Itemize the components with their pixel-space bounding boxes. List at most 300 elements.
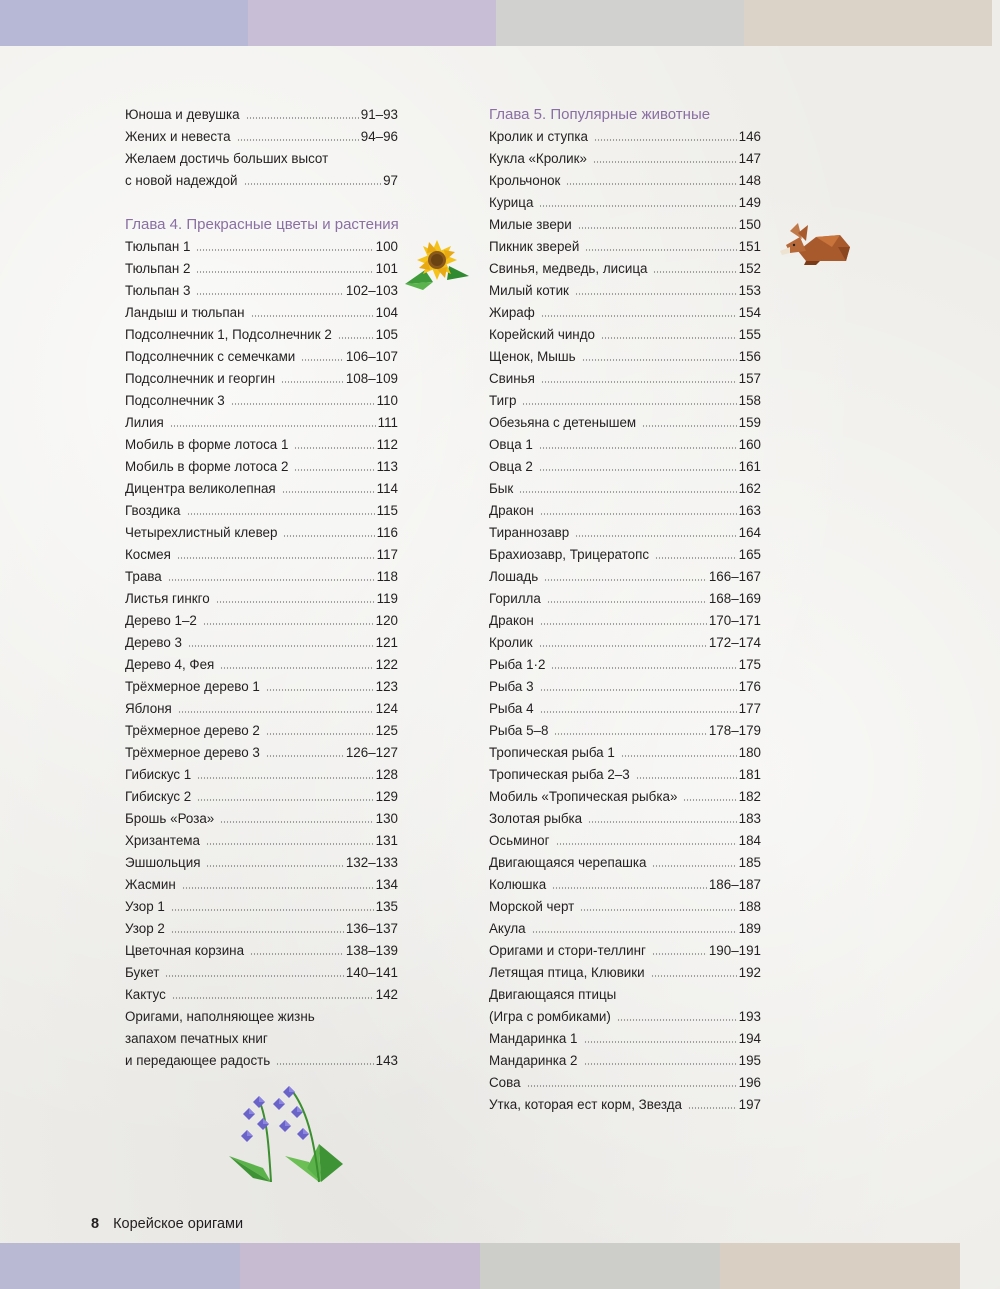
toc-entry-page: 126–127: [345, 745, 398, 760]
toc-entry: [489, 148, 761, 170]
dot-leader: [683, 799, 736, 801]
toc-entry-title: Желаем достичь больших высот: [125, 151, 329, 166]
toc-entry: [125, 984, 398, 1006]
toc-entry-title: Дерево 4, Фея: [125, 657, 215, 672]
toc-entry-page: 102–103: [345, 283, 398, 298]
toc-entry: [489, 324, 761, 346]
dot-leader: [203, 623, 374, 625]
toc-entry-title: Подсолнечник 3: [125, 393, 225, 408]
toc-entry: [489, 368, 761, 390]
toc-entry-title: (Игра с ромбиками): [489, 1009, 611, 1024]
toc-entry-title: Тропическая рыба 1: [489, 745, 615, 760]
toc-entry-title: Тропическая рыба 2–3: [489, 767, 630, 782]
toc-entry-page: 159: [738, 415, 761, 430]
toc-entry-title: Дерево 1–2: [125, 613, 197, 628]
toc-entry-page: 156: [738, 349, 761, 364]
toc-entry-title: Овца 1: [489, 437, 533, 452]
toc-entry: [125, 368, 398, 390]
dot-leader: [539, 645, 707, 647]
toc-entry-page: 122: [375, 657, 398, 672]
toc-entry: [125, 236, 398, 258]
rabbit-origami-image: [776, 221, 854, 267]
toc-entry-page: 180: [738, 745, 761, 760]
toc-entry-title: Акула: [489, 921, 526, 936]
toc-entry-page: 105: [375, 327, 398, 342]
toc-entry-page: 182: [738, 789, 761, 804]
toc-entry: [125, 698, 398, 720]
toc-entry-title: Трава: [125, 569, 162, 584]
dot-leader: [276, 1063, 373, 1065]
toc-entry-title: Трёхмерное дерево 3: [125, 745, 260, 760]
dot-leader: [196, 293, 343, 295]
dot-leader: [220, 667, 373, 669]
toc-entry-title: Тюльпан 1: [125, 239, 191, 254]
dot-leader: [652, 953, 707, 955]
toc-entry-title: Корейский чиндо: [489, 327, 595, 342]
toc-entry: [489, 654, 761, 676]
toc-entry-page: 118: [376, 569, 398, 584]
dot-leader: [539, 469, 737, 471]
toc-entry-page: 108–109: [345, 371, 398, 386]
dot-leader: [282, 491, 375, 493]
toc-right-column: [489, 104, 761, 1116]
dot-leader: [527, 1085, 737, 1087]
toc-entry: [125, 808, 398, 830]
toc-entry-page: 168–169: [708, 591, 761, 606]
dot-leader: [554, 733, 706, 735]
toc-entry-page: 143: [375, 1053, 398, 1068]
top-band-segment: [248, 0, 496, 46]
bellflower-origami-image: [223, 1078, 347, 1188]
toc-entry-page: 165: [738, 547, 761, 562]
dot-leader: [206, 843, 374, 845]
toc-entry: [125, 654, 398, 676]
toc-entry-page: 146: [738, 129, 761, 144]
toc-entry: [125, 412, 398, 434]
toc-entry-title: Пикник зверей: [489, 239, 580, 254]
toc-entry-page: 91–93: [360, 107, 398, 122]
page-number: 8: [91, 1216, 100, 1232]
toc-entry: [125, 478, 398, 500]
toc-entry-page: 131: [375, 833, 398, 848]
toc-entry-title: Ландыш и тюльпан: [125, 305, 245, 320]
toc-entry: [125, 434, 398, 456]
dot-leader: [585, 249, 736, 251]
toc-entry-title: и передающее радость: [125, 1053, 271, 1068]
toc-entry-title: Утка, которая ест корм, Звезда: [489, 1097, 682, 1112]
dot-leader: [197, 799, 373, 801]
toc-entry-line: [125, 148, 398, 170]
toc-entry-title: Жираф: [489, 305, 535, 320]
toc-entry-title: Лилия: [125, 415, 164, 430]
toc-entry-title: Жасмин: [125, 877, 176, 892]
bottom-band-segment: [0, 1243, 240, 1289]
toc-entry-title: Крольчонок: [489, 173, 561, 188]
toc-entry: [489, 830, 761, 852]
toc-entry: [489, 1028, 761, 1050]
dot-leader: [244, 183, 382, 185]
toc-entry-page: 158: [738, 393, 761, 408]
toc-entry: [125, 962, 398, 984]
dot-leader: [172, 997, 374, 999]
toc-entry-page: 132–133: [345, 855, 398, 870]
toc-entry-page: 152: [738, 261, 761, 276]
top-color-band: [0, 0, 1000, 46]
toc-entry-page: 130: [375, 811, 398, 826]
toc-entry-title: с новой надеждой: [125, 173, 238, 188]
toc-entry-page: 147: [738, 151, 761, 166]
toc-entry-page: 166–167: [708, 569, 761, 584]
toc-entry-page: 140–141: [345, 965, 398, 980]
dot-leader: [540, 689, 737, 691]
toc-entry-page: 153: [738, 283, 761, 298]
dot-leader: [294, 447, 374, 449]
toc-entry-title: Кукла «Кролик»: [489, 151, 587, 166]
dot-leader: [540, 513, 737, 515]
toc-entry-page: 117: [376, 547, 398, 562]
toc-entry: [489, 610, 761, 632]
toc-entry-title: Сова: [489, 1075, 521, 1090]
dot-leader: [617, 1019, 737, 1021]
toc-entry: [489, 566, 761, 588]
dot-leader: [182, 887, 374, 889]
toc-entry: [489, 412, 761, 434]
toc-entry-title: Морской черт: [489, 899, 575, 914]
dot-leader: [540, 711, 737, 713]
toc-entry-page: 181: [738, 767, 761, 782]
toc-entry-title: Оригами и стори-теллинг: [489, 943, 646, 958]
toc-entry-page: 195: [738, 1053, 761, 1068]
toc-entry-title: Летящая птица, Клювики: [489, 965, 645, 980]
toc-entry: [489, 676, 761, 698]
dot-leader: [540, 623, 707, 625]
toc-entry-title: Кролик: [489, 635, 533, 650]
toc-entry: [489, 852, 761, 874]
toc-entry: [489, 522, 761, 544]
toc-entry: [489, 1094, 761, 1116]
toc-entry-page: 120: [375, 613, 398, 628]
toc-entry-title: Брахиозавр, Трицератопс: [489, 547, 650, 562]
dot-leader: [582, 359, 737, 361]
toc-entry: [489, 236, 761, 258]
toc-entry: [125, 1050, 398, 1072]
toc-entry-page: 106–107: [345, 349, 398, 364]
dot-leader: [171, 931, 344, 933]
toc-entry-title: Гибискус 1: [125, 767, 192, 782]
toc-entry-title: Гвоздика: [125, 503, 181, 518]
toc-entry-title: Четырехлистный клевер: [125, 525, 278, 540]
toc-entry-title: Оригами, наполняющее жизнь: [125, 1009, 315, 1024]
toc-entry-page: 154: [738, 305, 761, 320]
toc-entry-page: 196: [738, 1075, 761, 1090]
dot-leader: [642, 425, 737, 427]
toc-entry: [489, 192, 761, 214]
toc-entry-title: Мобиль «Тропическая рыбка»: [489, 789, 678, 804]
dot-leader: [532, 931, 737, 933]
toc-entry: [489, 698, 761, 720]
dot-leader: [575, 535, 736, 537]
top-band-segment: [496, 0, 744, 46]
toc-entry: [489, 874, 761, 896]
toc-entry-page: 119: [376, 591, 398, 606]
toc-entry: [125, 324, 398, 346]
toc-entry-page: 183: [738, 811, 761, 826]
bottom-band-segment: [480, 1243, 720, 1289]
dot-leader: [220, 821, 373, 823]
toc-entry-page: 113: [376, 459, 398, 474]
toc-entry-title: Овца 2: [489, 459, 533, 474]
toc-entry-line: [489, 984, 761, 1006]
toc-entry-page: 101: [375, 261, 398, 276]
toc-spacer: [125, 192, 398, 214]
toc-entry: [489, 434, 761, 456]
dot-leader: [556, 843, 737, 845]
top-band-segment: [744, 0, 992, 46]
toc-entry-title: Подсолнечник с семечками: [125, 349, 296, 364]
toc-entry: [125, 720, 398, 742]
toc-entry-page: 190–191: [708, 943, 761, 958]
toc-entry-title: Трёхмерное дерево 2: [125, 723, 260, 738]
dot-leader: [266, 733, 374, 735]
toc-entry-title: Двигающаяся птицы: [489, 987, 617, 1002]
toc-entry-title: Рыба 5–8: [489, 723, 549, 738]
toc-entry-page: 135: [375, 899, 398, 914]
toc-entry: [125, 258, 398, 280]
dot-leader: [621, 755, 737, 757]
toc-entry-title: Дракон: [489, 613, 534, 628]
dot-leader: [522, 403, 736, 405]
toc-entry-title: Подсолнечник 1, Подсолнечник 2: [125, 327, 332, 342]
toc-entry: [489, 742, 761, 764]
toc-entry-page: 142: [375, 987, 398, 1002]
toc-entry-title: Трёхмерное дерево 1: [125, 679, 260, 694]
toc-entry: [489, 940, 761, 962]
dot-leader: [547, 601, 707, 603]
dot-leader: [246, 117, 359, 119]
dot-leader: [197, 777, 373, 779]
toc-entry-title: Букет: [125, 965, 160, 980]
toc-entry: [125, 632, 398, 654]
toc-entry: [489, 390, 761, 412]
toc-entry: [489, 214, 761, 236]
toc-entry-title: Яблоня: [125, 701, 172, 716]
toc-entry-page: 150: [738, 217, 761, 232]
toc-entry: [489, 258, 761, 280]
toc-entry: [489, 302, 761, 324]
chapter-heading: Глава 4. Прекрасные цветы и растения: [125, 216, 399, 233]
toc-entry: [489, 896, 761, 918]
toc-entry: [489, 1072, 761, 1094]
toc-entry-page: 149: [738, 195, 761, 210]
toc-entry: [489, 1006, 761, 1028]
dot-leader: [578, 227, 737, 229]
dot-leader: [655, 557, 737, 559]
toc-entry-page: 175: [738, 657, 761, 672]
dot-leader: [580, 909, 736, 911]
toc-entry-title: Тигр: [489, 393, 517, 408]
toc-entry-page: 197: [738, 1097, 761, 1112]
toc-entry-title: Обезьяна с детенышем: [489, 415, 637, 430]
bottom-band-segment: [720, 1243, 960, 1289]
toc-entry-title: Дицентра великолепная: [125, 481, 276, 496]
toc-entry-page: 124: [375, 701, 398, 716]
dot-leader: [281, 381, 344, 383]
toc-entry-page: 136–137: [345, 921, 398, 936]
toc-entry-title: Рыба 4: [489, 701, 534, 716]
dot-leader: [237, 139, 359, 141]
dot-leader: [216, 601, 375, 603]
dot-leader: [593, 161, 737, 163]
toc-entry-title: Цветочная корзина: [125, 943, 245, 958]
toc-entry-title: Гибискус 2: [125, 789, 192, 804]
toc-entry-title: Тюльпан 2: [125, 261, 191, 276]
toc-entry-title: Тираннозавр: [489, 525, 570, 540]
dot-leader: [251, 315, 374, 317]
dot-leader: [539, 205, 736, 207]
toc-entry-page: 115: [376, 503, 398, 518]
toc-entry-title: Свинья: [489, 371, 535, 386]
toc-entry-page: 184: [738, 833, 761, 848]
toc-entry-title: Горилла: [489, 591, 541, 606]
toc-entry: [125, 610, 398, 632]
toc-entry: [125, 170, 398, 192]
toc-entry-page: 151: [738, 239, 761, 254]
toc-entry-title: Мандаринка 1: [489, 1031, 578, 1046]
toc-entry-title: Золотая рыбка: [489, 811, 583, 826]
toc-entry-title: Бык: [489, 481, 514, 496]
toc-entry-title: Курица: [489, 195, 534, 210]
dot-leader: [566, 183, 736, 185]
dot-leader: [584, 1041, 737, 1043]
bottom-color-band: [0, 1243, 1000, 1289]
dot-leader: [231, 403, 375, 405]
dot-leader: [171, 909, 374, 911]
toc-entry: [489, 632, 761, 654]
toc-entry-page: 192: [738, 965, 761, 980]
toc-entry-page: 164: [738, 525, 761, 540]
toc-entry-page: 177: [738, 701, 761, 716]
dot-leader: [188, 645, 374, 647]
toc-entry-page: 178–179: [708, 723, 761, 738]
toc-entry-title: Космея: [125, 547, 171, 562]
toc-entry-title: Дракон: [489, 503, 534, 518]
toc-entry: [125, 566, 398, 588]
dot-leader: [266, 755, 344, 757]
dot-leader: [196, 249, 373, 251]
dot-leader: [187, 513, 375, 515]
toc-entry-page: 193: [738, 1009, 761, 1024]
toc-entry-title: Брошь «Роза»: [125, 811, 215, 826]
toc-entry: [125, 852, 398, 874]
toc-entry-page: 111: [377, 415, 398, 430]
toc-entry-title: Рыба 3: [489, 679, 534, 694]
toc-entry-page: 172–174: [708, 635, 761, 650]
toc-entry-title: Эшшольция: [125, 855, 201, 870]
toc-entry-title: Тюльпан 3: [125, 283, 191, 298]
dot-leader: [588, 821, 737, 823]
toc-entry: [125, 302, 398, 324]
toc-entry-page: 155: [738, 327, 761, 342]
toc-entry-title: Осьминог: [489, 833, 550, 848]
toc-entry-page: 116: [376, 525, 398, 540]
dot-leader: [165, 975, 344, 977]
toc-entry-title: Колюшка: [489, 877, 547, 892]
toc-entry-title: Двигающаяся черепашка: [489, 855, 647, 870]
dot-leader: [688, 1107, 737, 1109]
toc-entry: [489, 808, 761, 830]
toc-entry: [489, 918, 761, 940]
toc-entry-title: Кактус: [125, 987, 166, 1002]
toc-entry-page: 176: [738, 679, 761, 694]
dot-leader: [552, 887, 707, 889]
toc-entry-title: Лошадь: [489, 569, 539, 584]
toc-entry-title: Кролик и ступка: [489, 129, 588, 144]
toc-entry-title: Мобиль в форме лотоса 1: [125, 437, 289, 452]
dot-leader: [601, 337, 737, 339]
dot-leader: [206, 865, 343, 867]
toc-entry-page: 128: [375, 767, 398, 782]
toc-entry: [489, 280, 761, 302]
dot-leader: [544, 579, 707, 581]
toc-entry-title: Жених и невеста: [125, 129, 231, 144]
dot-leader: [266, 689, 374, 691]
toc-entry: [489, 126, 761, 148]
toc-entry-page: 94–96: [360, 129, 398, 144]
toc-entry-title: Дерево 3: [125, 635, 182, 650]
toc-entry-page: 112: [376, 437, 398, 452]
toc-entry: [125, 764, 398, 786]
dot-leader: [294, 469, 374, 471]
toc-entry: [125, 588, 398, 610]
toc-entry-title: Щенок, Мышь: [489, 349, 576, 364]
toc-entry: [489, 478, 761, 500]
toc-entry-title: запахом печатных книг: [125, 1031, 268, 1046]
dot-leader: [283, 535, 374, 537]
toc-left-column: [125, 104, 398, 1072]
toc-entry-title: Милый котик: [489, 283, 569, 298]
toc-entry-title: Рыба 1·2: [489, 657, 546, 672]
toc-entry-page: 125: [375, 723, 398, 738]
top-band-segment: [0, 0, 248, 46]
dot-leader: [584, 1063, 737, 1065]
toc-entry: [125, 830, 398, 852]
toc-entry-page: 157: [738, 371, 761, 386]
toc-entry-title: Хризантема: [125, 833, 200, 848]
dot-leader: [168, 579, 375, 581]
page-footer: [91, 1216, 243, 1232]
chapter-heading: Глава 5. Популярные животные: [489, 106, 711, 123]
toc-entry-page: 161: [738, 459, 761, 474]
dot-leader: [301, 359, 344, 361]
toc-entry-title: Юноша и девушка: [125, 107, 240, 122]
toc-entry: [125, 676, 398, 698]
toc-entry-page: 129: [375, 789, 398, 804]
toc-entry-page: 148: [738, 173, 761, 188]
dot-leader: [653, 271, 736, 273]
toc-entry-page: 185: [738, 855, 761, 870]
dot-leader: [170, 425, 376, 427]
toc-entry-page: 162: [738, 481, 761, 496]
dot-leader: [177, 557, 375, 559]
toc-entry-title: Узор 2: [125, 921, 165, 936]
toc-entry: [489, 1050, 761, 1072]
toc-entry-page: 121: [375, 635, 398, 650]
toc-entry: [125, 940, 398, 962]
dot-leader: [519, 491, 736, 493]
toc-entry-page: 186–187: [708, 877, 761, 892]
dot-leader: [541, 315, 737, 317]
toc-entry: [489, 786, 761, 808]
